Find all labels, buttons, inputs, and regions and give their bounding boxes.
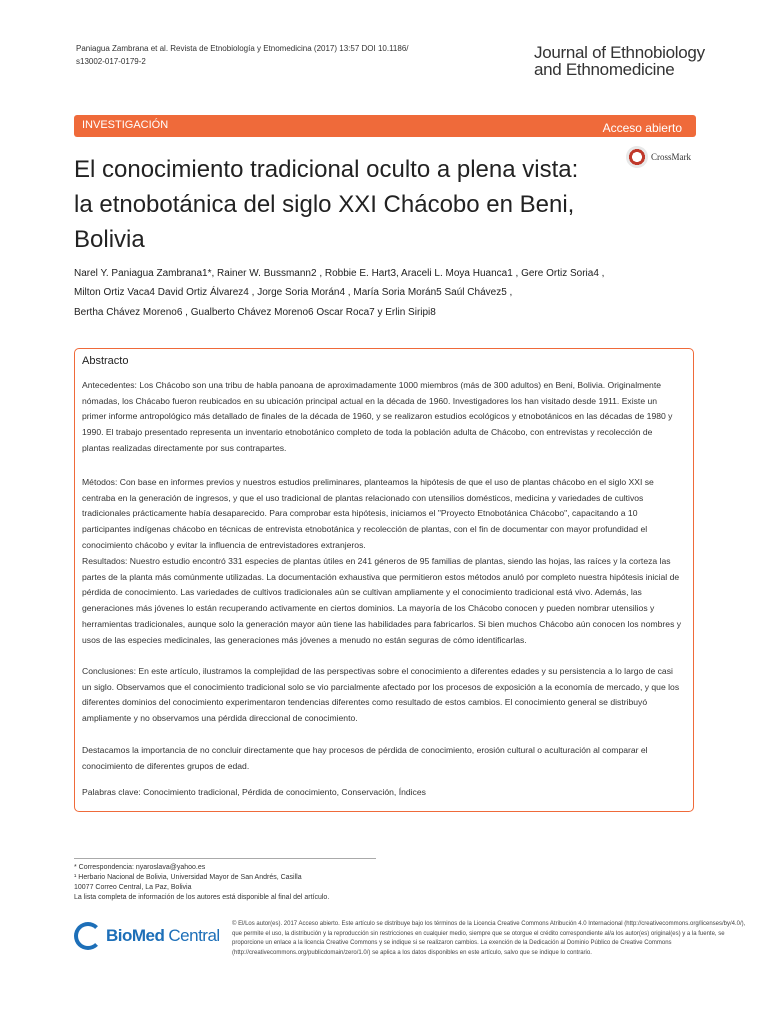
journal-logo: [534, 44, 705, 78]
author-line: Narel Y. Paniagua Zambrana1*, Rainer W. Bussmann2 , Robbie E. Hart3, Araceli L. Moya Huanca1 , Gere Ortiz Soria4 ,: [74, 268, 605, 279]
abstract-background: Antecedentes: Los Chácobo son una tribu de habla panoana de aproximadamente 1000 miembros (más de 300 adultos) en Beni, Bolivia. Originalmente nómadas, los Chácabo fueron reubicados en su ubicación principal actual en la década de 1960. Investigadores los han visitado desde 1911. Existe un primer informe antropológico más detallado de finales de la década de 1960, y se realizaron estudios ecológicos y etnobotánicos en las décadas de 1980 y 1990. El trabajo presentado representa un inventario etnobotánico completo de toda la población adulta de Chácobo, con entrevistas y recolección de plantas realizadas directamente por sus contrapartes.: [82, 380, 673, 453]
footnotes: [74, 863, 394, 903]
affiliation-note: 10077 Correo Central, La Paz, Bolivia: [74, 884, 192, 891]
journal-name-line: Journal of Ethnobiology: [534, 43, 705, 62]
author-line: Bertha Chávez Moreno6 , Gualberto Chávez Moreno6 Oscar Roca7 y Erlin Siripi8: [74, 307, 436, 318]
article-title: El conocimiento tradicional oculto a plena vista: la etnobotánica del siglo XXI Chácobo en Beni, Bolivia: [74, 156, 579, 253]
biomed-circle-icon: [74, 922, 102, 950]
author-line: Milton Ortiz Vaca4 David Ortiz Álvarez4 , Jorge Soria Morán4 , María Soria Morán5 Saúl Chávez5 ,: [74, 287, 513, 298]
abstract-methods: Métodos: Con base en informes previos y nuestros estudios preliminares, planteamos la hipótesis de que el uso de plantas chácobo en el siglo XXI se centraba en la generación de ingresos, y que el uso tradicional de plantas relacionado con utensilios domésticos, medicina y variedades de cultivos tradicionales prácticamente había desaparecido. Para comprobar esta hipótesis, iniciamos el "Proyecto Etnobotánica Chácobo", capacitando a 10 participantes indígenas chácobo en técnicas de entrevista etnobotánica y recolección de plantas, con el fin de documentar con mayor profundidad el conocimiento chácobo y evitar la influencia de entrevistadores extranjeros.: [82, 477, 654, 550]
section-label: INVESTIGACIÓN: [82, 119, 169, 131]
section-bar: [74, 115, 696, 137]
license-text: © El/Los autor(es). 2017 Acceso abierto. Este artículo se distribuye bajo los términos de la Licencia Creative Commons Atribución 4.0 Internacional (http://creativecommons.org/licenses/by/4.0/), que permite el uso, la distribución y la reproducción sin restricciones en cualquier medio, siempre que se otorgue el crédito correspondiente al/a los autor(es) original(es) y a la fuente, se proporcione un enlace a la licencia Creative Commons y se indique si se realizaron cambios. La exención de la Dedicación al Dominio Público de Creative Commons (http://creativecommons.org/publicdomain/zero/1.0/) se aplica a los datos disponibles en este artículo, salvo que se indique lo contrario.: [232, 921, 746, 956]
abstract-conclusions: Conclusiones: En este artículo, ilustramos la complejidad de las perspectivas sobre el conocimiento a diferentes edades y su persistencia a lo largo de casi un siglo. Observamos que el conocimiento tradicional solo se vio parcialmente afectado por los procesos de exposición a la economía de mercado, y que los diferentes dominios del conocimiento experimentaron tendencias diferentes como resultado de estos cambios. El conocimiento general se distribuyó ampliamente y no observamos una pérdida direccional de conocimiento.: [82, 666, 680, 724]
journal-name-line: and Ethnomedicine: [534, 60, 675, 79]
affiliation-note: La lista completa de información de los autores está disponible al final del artículo.: [74, 894, 330, 901]
crossmark-label: CrossMark: [651, 152, 691, 162]
abstract-heading: Abstracto: [82, 355, 129, 367]
publisher-logo: [74, 922, 220, 950]
abstract-highlight: Destacamos la importancia de no concluir directamente que hay procesos de pérdida de conocimiento, erosión cultural o aculturación al comparar el conocimiento de diferentes grupos de edad.: [82, 745, 648, 771]
abstract-box: [74, 348, 694, 812]
abstract-keywords: Palabras clave: Conocimiento tradicional, Pérdida de conocimiento, Conservación, Índices: [82, 787, 426, 797]
open-access-label: Acceso abierto: [602, 121, 682, 135]
publisher-name-rest: Central: [168, 926, 220, 945]
correspondence-note: * Correspondencia: nyaroslava@yahoo.es: [74, 864, 206, 871]
affiliation-note: ¹ Herbario Nacional de Bolivia, Universidad Mayor de San Andrés, Casilla: [74, 874, 302, 881]
publisher-name-bold: BioMed: [106, 926, 165, 945]
citation-line: Paniagua Zambrana et al. Revista de Etnobiología y Etnomedicina (2017) 13:57 DOI 10.1186/: [76, 44, 409, 53]
footnote-divider: [74, 858, 376, 859]
crossmark-badge[interactable]: [626, 146, 691, 168]
citation-header: [76, 42, 436, 68]
abstract-results: Resultados: Nuestro estudio encontró 331 especies de plantas útiles en 241 géneros de 95 familias de plantas, siendo las hojas, las raíces y la corteza las partes de la planta más comúnmente utilizadas. La documentación exhaustiva que permitieron estos métodos anuló por completo nuestra hipótesis inicial de pérdida de conocimiento. Las variedades de cultivos tradicionales aún se cultivan ampliamente y el conocimiento tradicional está vivo. Además, las generaciones más jóvenes lo están recuperando activamente en ciertos dominios. La mayoría de los Chácobo conocen y pueden nombrar utensilios y herramientas tradicionales, aunque solo la generación mayor aún tiene las habilidades para fabricarlos. Si bien muchos Chácobo aún conocen los nombres y usos de las especies medicinales, las generaciones más jóvenes a menudo no están seguras de cómo identificarlas.: [82, 556, 682, 645]
citation-line: s13002-017-0179-2: [76, 57, 146, 66]
crossmark-icon: [626, 146, 648, 168]
